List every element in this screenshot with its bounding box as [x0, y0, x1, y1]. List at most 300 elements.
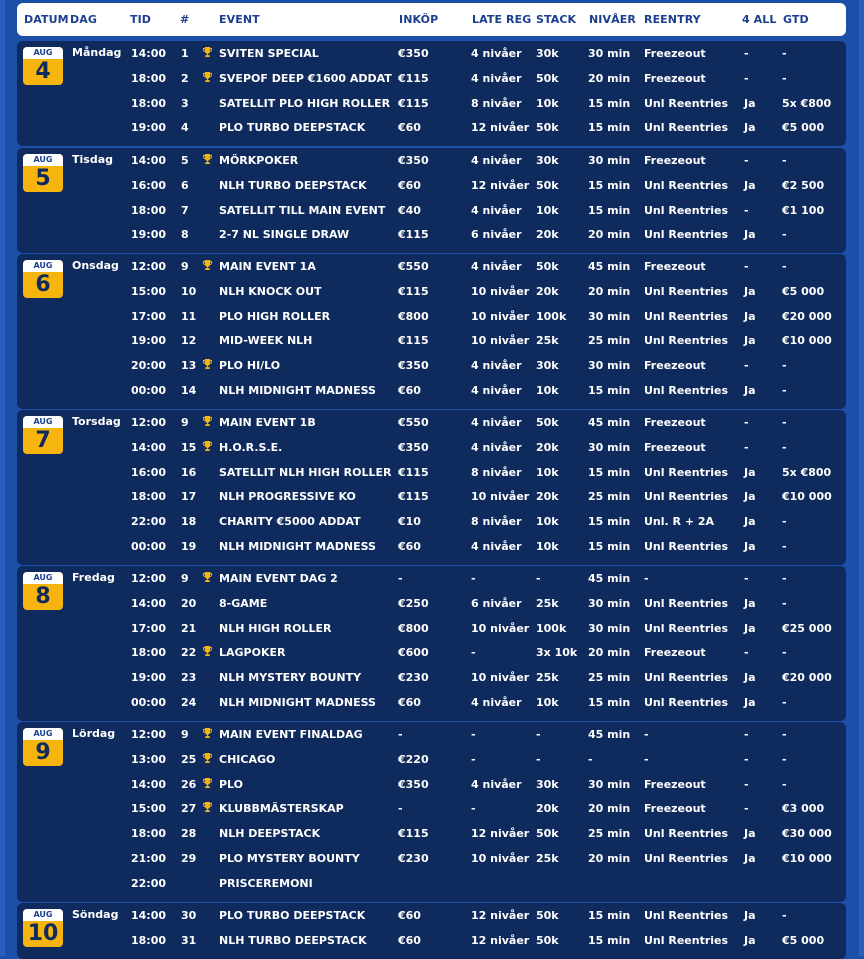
number-cell: 9	[181, 572, 189, 585]
buyin-cell: €115	[398, 334, 429, 348]
late-reg-cell: 10 nivåer	[471, 309, 530, 323]
four-all-cell: Ja	[744, 334, 756, 348]
time-cell: 12:00	[131, 416, 167, 429]
buyin-cell: €115	[398, 71, 429, 85]
buyin-cell: €115	[398, 465, 429, 479]
gtd-cell: €5 000	[782, 121, 825, 135]
stack-cell: 50k	[536, 71, 559, 85]
gtd-cell: -	[782, 646, 787, 660]
reentry-cell: Unl Reentries	[644, 384, 729, 397]
reentry-cell: Freezeout	[644, 646, 706, 660]
time-cell: 00:00	[131, 540, 167, 553]
time-cell: 13:00	[131, 752, 167, 766]
buyin-cell: €60	[398, 909, 421, 922]
level-cell: 30 min	[588, 440, 631, 454]
gtd-cell: -	[782, 359, 787, 373]
table-row	[17, 410, 846, 435]
number-cell: 9	[181, 728, 189, 741]
four-all-cell: -	[744, 71, 749, 85]
stack-cell: 25k	[536, 596, 559, 610]
table-row	[17, 903, 846, 928]
day-name: Onsdag	[72, 259, 119, 272]
four-all-cell: -	[744, 752, 749, 766]
gtd-cell: €5 000	[782, 284, 825, 298]
gtd-cell: -	[782, 515, 787, 529]
buyin-cell: €350	[398, 777, 429, 791]
table-row	[17, 821, 846, 846]
level-cell: 20 min	[588, 646, 631, 660]
time-cell: 00:00	[131, 384, 167, 397]
level-cell: 45 min	[588, 416, 631, 429]
late-reg-cell: 10 nivåer	[471, 490, 530, 504]
day-name: Torsdag	[72, 415, 121, 428]
number-cell: 1	[181, 47, 189, 60]
table-row	[17, 640, 846, 665]
level-cell: 20 min	[588, 802, 631, 816]
event-cell: PLO	[219, 777, 244, 791]
gtd-cell: -	[782, 228, 787, 242]
stack-cell: 10k	[536, 696, 559, 709]
time-cell: 18:00	[131, 203, 167, 217]
table-row	[17, 41, 846, 66]
table-row	[17, 747, 846, 772]
late-reg-cell: 12 nivåer	[471, 178, 530, 192]
table-row	[17, 378, 846, 403]
left-edge-bar	[0, 0, 5, 956]
reentry-cell: Freezeout	[644, 47, 706, 60]
table-row	[17, 222, 846, 247]
event-cell: LAGPOKER	[219, 646, 286, 660]
four-all-cell: -	[744, 203, 749, 217]
late-reg-cell: 4 nivåer	[471, 540, 522, 553]
reentry-cell: Unl Reentries	[644, 490, 729, 504]
level-cell: 45 min	[588, 260, 631, 273]
stack-cell: 20k	[536, 284, 559, 298]
stack-cell: 20k	[536, 440, 559, 454]
date-number: 7	[35, 428, 51, 453]
level-cell: 45 min	[588, 572, 631, 585]
buyin-cell: -	[398, 802, 403, 816]
number-cell: 11	[181, 309, 197, 323]
gtd-cell: -	[782, 728, 787, 741]
gtd-cell: -	[782, 260, 787, 273]
date-month: AUG	[23, 416, 63, 428]
header-event: EVENT	[219, 13, 260, 26]
time-cell: 17:00	[131, 621, 167, 635]
stack-cell: 20k	[536, 490, 559, 504]
level-cell: -	[588, 752, 593, 766]
buyin-cell: €350	[398, 359, 429, 373]
level-cell: 20 min	[588, 852, 631, 865]
event-cell: PLO TURBO DEEPSTACK	[219, 909, 366, 922]
number-cell: 13	[181, 359, 197, 373]
four-all-cell: -	[744, 47, 749, 60]
late-reg-cell: 10 nivåer	[471, 852, 530, 865]
time-cell: 18:00	[131, 96, 167, 110]
event-cell: MAIN EVENT 1A	[219, 260, 316, 273]
reentry-cell: Unl Reentries	[644, 852, 729, 865]
level-cell: 20 min	[588, 71, 631, 85]
buyin-cell: €800	[398, 621, 429, 635]
number-cell: 6	[181, 178, 189, 192]
header-stack: STACK	[536, 13, 577, 26]
table-row	[17, 591, 846, 616]
event-cell: SVEPOF DEEP €1600 ADDAT	[219, 71, 392, 85]
date-number: 6	[35, 272, 51, 297]
table-row	[17, 279, 846, 304]
level-cell: 15 min	[588, 515, 631, 529]
gtd-cell: -	[782, 752, 787, 766]
gtd-cell: €10 000	[782, 490, 832, 504]
late-reg-cell: 4 nivåer	[471, 696, 522, 709]
late-reg-cell: -	[471, 752, 476, 766]
header-inkop: INKÖP	[399, 13, 439, 26]
late-reg-cell: 4 nivåer	[471, 416, 522, 429]
event-cell: NLH KNOCK OUT	[219, 284, 322, 298]
reentry-cell: Freezeout	[644, 154, 706, 167]
late-reg-cell: 12 nivåer	[471, 933, 530, 947]
four-all-cell: -	[744, 728, 749, 741]
reentry-cell: -	[644, 752, 649, 766]
gtd-cell: 5x €800	[782, 465, 832, 479]
level-cell: 30 min	[588, 309, 631, 323]
four-all-cell: Ja	[744, 384, 756, 397]
four-all-cell: -	[744, 154, 749, 167]
number-cell: 29	[181, 852, 197, 865]
stack-cell: 25k	[536, 852, 559, 865]
time-cell: 18:00	[131, 933, 167, 947]
buyin-cell: €60	[398, 178, 421, 192]
time-cell: 19:00	[131, 121, 167, 135]
stack-cell: 10k	[536, 203, 559, 217]
trophy-icon	[203, 435, 212, 460]
event-cell: CHARITY €5000 ADDAT	[219, 515, 361, 529]
date-number: 9	[35, 740, 51, 765]
time-cell: 14:00	[131, 909, 167, 922]
stack-cell: 10k	[536, 96, 559, 110]
level-cell: 15 min	[588, 384, 631, 397]
event-cell: MAIN EVENT FINALDAG	[219, 728, 363, 741]
event-cell: PLO MYSTERY BOUNTY	[219, 852, 360, 865]
date-month: AUG	[23, 260, 63, 272]
table-row	[17, 353, 846, 378]
number-cell: 9	[181, 260, 189, 273]
time-cell: 22:00	[131, 515, 167, 529]
table-row	[17, 796, 846, 821]
reentry-cell: -	[644, 572, 649, 585]
header-latereg: LATE REG	[472, 13, 532, 26]
gtd-cell: -	[782, 596, 787, 610]
buyin-cell: €250	[398, 596, 429, 610]
level-cell: 30 min	[588, 777, 631, 791]
late-reg-cell: 10 nivåer	[471, 621, 530, 635]
time-cell: 18:00	[131, 827, 167, 841]
number-cell: 7	[181, 203, 189, 217]
gtd-cell: €20 000	[782, 309, 832, 323]
event-cell: NLH HIGH ROLLER	[219, 621, 332, 635]
stack-cell: 25k	[536, 671, 559, 685]
reentry-cell: Unl Reentries	[644, 671, 729, 685]
stack-cell: 10k	[536, 540, 559, 553]
event-cell: NLH MIDNIGHT MADNESS	[219, 540, 376, 553]
number-cell: 4	[181, 121, 189, 135]
four-all-cell: Ja	[744, 284, 756, 298]
buyin-cell: -	[398, 572, 403, 585]
right-edge-bar	[859, 0, 864, 956]
table-row	[17, 198, 846, 223]
gtd-cell: -	[782, 440, 787, 454]
table-row	[17, 148, 846, 173]
buyin-cell: €60	[398, 933, 421, 947]
late-reg-cell: 10 nivåer	[471, 334, 530, 348]
time-cell: 18:00	[131, 646, 167, 660]
time-cell: 14:00	[131, 596, 167, 610]
late-reg-cell: 8 nivåer	[471, 465, 522, 479]
number-cell: 2	[181, 71, 189, 85]
date-number: 5	[35, 166, 51, 191]
late-reg-cell: 4 nivåer	[471, 384, 522, 397]
reentry-cell: Unl Reentries	[644, 465, 729, 479]
level-cell: 30 min	[588, 359, 631, 373]
late-reg-cell: -	[471, 646, 476, 660]
gtd-cell: €5 000	[782, 933, 825, 947]
trophy-icon	[203, 41, 212, 66]
table-row	[17, 328, 846, 353]
level-cell: 15 min	[588, 909, 631, 922]
reentry-cell: Freezeout	[644, 777, 706, 791]
number-cell: 5	[181, 154, 189, 167]
event-cell: SATELLIT NLH HIGH ROLLER	[219, 465, 392, 479]
day-name: Måndag	[72, 46, 122, 59]
late-reg-cell: -	[471, 728, 476, 741]
reentry-cell: Freezeout	[644, 440, 706, 454]
event-cell: NLH PROGRESSIVE KO	[219, 490, 356, 504]
event-cell: MID-WEEK NLH	[219, 334, 313, 348]
reentry-cell: Unl Reentries	[644, 228, 729, 242]
stack-cell: -	[536, 728, 541, 741]
reentry-cell: Unl Reentries	[644, 309, 729, 323]
stack-cell: 50k	[536, 416, 559, 429]
trophy-icon	[203, 148, 212, 173]
late-reg-cell: 8 nivåer	[471, 96, 522, 110]
event-cell: PLO TURBO DEEPSTACK	[219, 121, 366, 135]
time-cell: 12:00	[131, 260, 167, 273]
reentry-cell: Unl Reentries	[644, 121, 729, 135]
four-all-cell: Ja	[744, 933, 756, 947]
level-cell: 15 min	[588, 178, 631, 192]
trophy-icon	[203, 722, 212, 747]
level-cell: 15 min	[588, 203, 631, 217]
event-cell: 2-7 NL SINGLE DRAW	[219, 228, 350, 242]
time-cell: 19:00	[131, 671, 167, 685]
day-block	[17, 148, 846, 253]
event-cell: CHICAGO	[219, 752, 276, 766]
number-cell: 17	[181, 490, 197, 504]
date-number: 8	[35, 584, 51, 609]
reentry-cell: Unl Reentries	[644, 933, 729, 947]
table-row	[17, 115, 846, 140]
table-row	[17, 484, 846, 509]
gtd-cell: €3 000	[782, 802, 825, 816]
time-cell: 18:00	[131, 490, 167, 504]
four-all-cell: Ja	[744, 121, 756, 135]
day-block	[17, 566, 846, 721]
number-cell: 25	[181, 752, 197, 766]
time-cell: 15:00	[131, 284, 167, 298]
date-month: AUG	[23, 154, 63, 166]
event-cell: PLO HIGH ROLLER	[219, 309, 331, 323]
four-all-cell: Ja	[744, 621, 756, 635]
level-cell: 45 min	[588, 728, 631, 741]
four-all-cell: Ja	[744, 540, 756, 553]
number-cell: 12	[181, 334, 197, 348]
reentry-cell: Freezeout	[644, 71, 706, 85]
buyin-cell: €350	[398, 47, 429, 60]
four-all-cell: Ja	[744, 465, 756, 479]
time-cell: 20:00	[131, 359, 167, 373]
level-cell: 20 min	[588, 228, 631, 242]
time-cell: 14:00	[131, 154, 167, 167]
reentry-cell: Freezeout	[644, 802, 706, 816]
level-cell: 30 min	[588, 154, 631, 167]
four-all-cell: Ja	[744, 852, 756, 865]
reentry-cell: Unl Reentries	[644, 178, 729, 192]
table-row	[17, 566, 846, 591]
stack-cell: -	[536, 572, 541, 585]
level-cell: 30 min	[588, 47, 631, 60]
stack-cell: 30k	[536, 47, 559, 60]
late-reg-cell: 4 nivåer	[471, 777, 522, 791]
time-cell: 14:00	[131, 47, 167, 60]
buyin-cell: €230	[398, 671, 429, 685]
time-cell: 19:00	[131, 334, 167, 348]
buyin-cell: €115	[398, 284, 429, 298]
four-all-cell: Ja	[744, 309, 756, 323]
level-cell: 15 min	[588, 121, 631, 135]
day-name: Lördag	[72, 727, 116, 740]
buyin-cell: €230	[398, 852, 429, 865]
gtd-cell: -	[782, 154, 787, 167]
table-row	[17, 173, 846, 198]
late-reg-cell: 6 nivåer	[471, 228, 522, 242]
four-all-cell: -	[744, 359, 749, 373]
late-reg-cell: 4 nivåer	[471, 71, 522, 85]
buyin-cell: €60	[398, 696, 421, 709]
buyin-cell: -	[398, 728, 403, 741]
reentry-cell: Unl Reentries	[644, 284, 729, 298]
reentry-cell: Unl Reentries	[644, 621, 729, 635]
reentry-cell: Unl Reentries	[644, 540, 729, 553]
four-all-cell: -	[744, 572, 749, 585]
table-row	[17, 846, 846, 871]
number-cell: 22	[181, 646, 197, 660]
time-cell: 17:00	[131, 309, 167, 323]
table-row	[17, 91, 846, 116]
gtd-cell: -	[782, 777, 787, 791]
event-cell: NLH DEEPSTACK	[219, 827, 321, 841]
late-reg-cell: 10 nivåer	[471, 284, 530, 298]
table-row	[17, 722, 846, 747]
time-cell: 14:00	[131, 440, 167, 454]
four-all-cell: -	[744, 416, 749, 429]
four-all-cell: -	[744, 777, 749, 791]
reentry-cell: Unl Reentries	[644, 203, 729, 217]
time-cell: 15:00	[131, 802, 167, 816]
number-cell: 15	[181, 440, 197, 454]
buyin-cell: €60	[398, 540, 421, 553]
event-cell: NLH MYSTERY BOUNTY	[219, 671, 362, 685]
level-cell: 15 min	[588, 465, 631, 479]
time-cell: 00:00	[131, 696, 167, 709]
table-row	[17, 509, 846, 534]
event-cell: MAIN EVENT 1B	[219, 416, 316, 429]
stack-cell: 20k	[536, 802, 559, 816]
number-cell: 16	[181, 465, 197, 479]
event-cell: 8-GAME	[219, 596, 268, 610]
table-row	[17, 772, 846, 797]
late-reg-cell: 12 nivåer	[471, 909, 530, 922]
number-cell: 18	[181, 515, 197, 529]
trophy-icon	[203, 772, 212, 797]
number-cell: 9	[181, 416, 189, 429]
day-block	[17, 722, 846, 902]
event-cell: SATELLIT PLO HIGH ROLLER	[219, 96, 391, 110]
number-cell: 8	[181, 228, 189, 242]
trophy-icon	[203, 353, 212, 378]
trophy-icon	[203, 796, 212, 821]
header-datum: DATUM	[24, 13, 69, 26]
level-cell: 25 min	[588, 334, 631, 348]
table-row	[17, 254, 846, 279]
four-all-cell: Ja	[744, 596, 756, 610]
table-row	[17, 690, 846, 715]
buyin-cell: €600	[398, 646, 429, 660]
event-cell: SATELLIT TILL MAIN EVENT	[219, 203, 386, 217]
table-row	[17, 928, 846, 953]
buyin-cell: €60	[398, 384, 421, 397]
gtd-cell: -	[782, 71, 787, 85]
late-reg-cell: 4 nivåer	[471, 154, 522, 167]
header-fourall: 4 ALL	[742, 13, 777, 26]
header-nivaer: NIVÅER	[589, 13, 636, 26]
trophy-icon	[203, 747, 212, 772]
day-block	[17, 254, 846, 409]
stack-cell: 50k	[536, 909, 559, 922]
four-all-cell: Ja	[744, 696, 756, 709]
level-cell: 25 min	[588, 490, 631, 504]
late-reg-cell: 4 nivåer	[471, 260, 522, 273]
event-cell: PLO HI/LO	[219, 359, 281, 373]
four-all-cell: Ja	[744, 228, 756, 242]
day-name: Tisdag	[72, 153, 113, 166]
number-cell: 30	[181, 909, 197, 922]
event-cell: NLH MIDNIGHT MADNESS	[219, 384, 376, 397]
trophy-icon	[203, 410, 212, 435]
number-cell: 28	[181, 827, 197, 841]
date-month: AUG	[23, 728, 63, 740]
trophy-icon	[203, 66, 212, 91]
day-name: Söndag	[72, 908, 119, 921]
gtd-cell: €30 000	[782, 827, 832, 841]
number-cell: 20	[181, 596, 197, 610]
number-cell: 19	[181, 540, 197, 553]
day-name: Fredag	[72, 571, 115, 584]
event-cell: MAIN EVENT DAG 2	[219, 572, 338, 585]
four-all-cell: Ja	[744, 909, 756, 922]
event-cell: PRISCEREMONI	[219, 876, 313, 890]
number-cell: 3	[181, 96, 189, 110]
event-cell: SVITEN SPECIAL	[219, 47, 319, 60]
